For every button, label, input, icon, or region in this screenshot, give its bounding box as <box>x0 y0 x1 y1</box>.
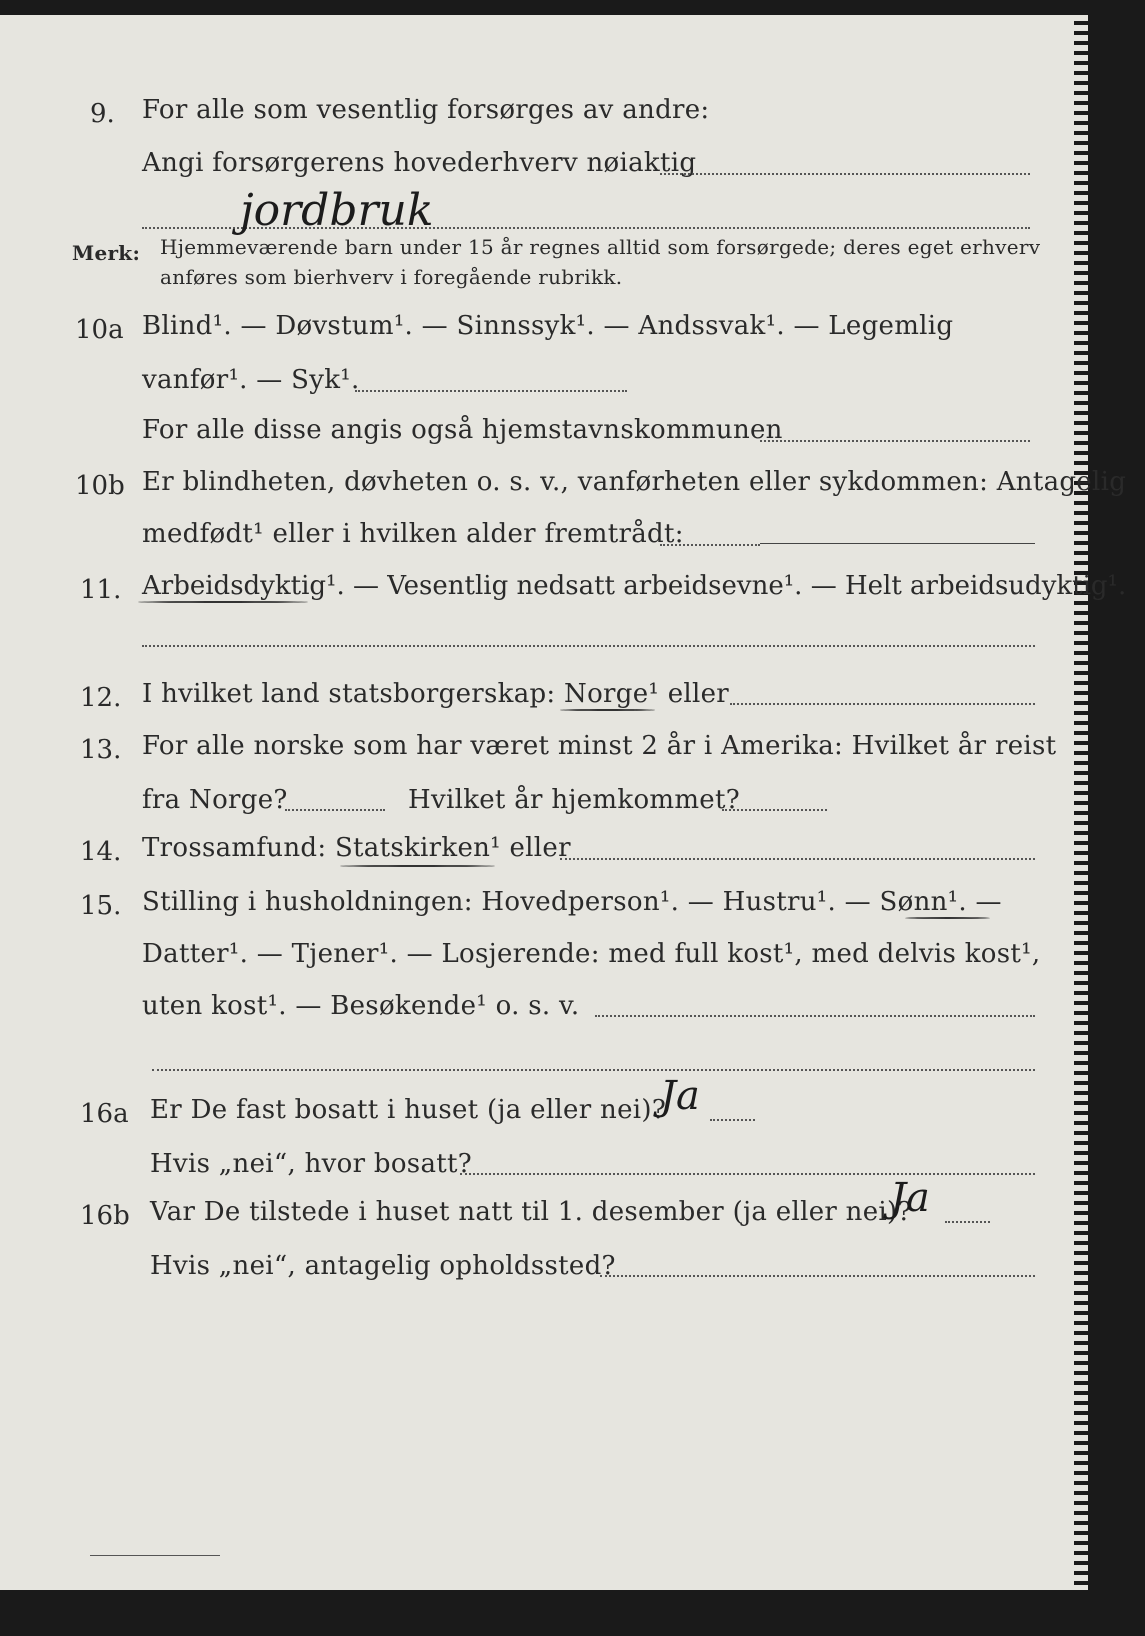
item-15-number: 15. <box>80 891 122 921</box>
answer-line <box>760 543 1035 544</box>
item-10b-line1: Er blindheten, døvheten o. s. v., vanførheten eller sykdommen: Antagelig <box>142 467 1127 497</box>
item-10a-number: 10a <box>75 315 124 345</box>
item-13-line2a: fra Norge? <box>142 785 288 815</box>
item-12-line1: I hvilket land statsborgerskap: Norge¹ eller <box>142 679 730 709</box>
answer-line <box>460 1173 1035 1175</box>
handwritten-occupation: jordbruk <box>240 185 434 236</box>
item-16a-line1: Er De fast bosatt i huset (ja eller nei)? <box>150 1095 667 1125</box>
item-13-line2b: Hvilket år hjemkommet? <box>408 785 740 815</box>
answer-line <box>660 544 760 546</box>
note-label: Merk: <box>72 241 141 265</box>
answer-line <box>730 703 1035 705</box>
item-15-line3: uten kost¹. — Besøkende¹ o. s. v. <box>142 991 580 1021</box>
torn-edge <box>1074 15 1088 1590</box>
item-12-number: 12. <box>80 683 122 713</box>
item-16a-line2: Hvis „nei“, hvor bosatt? <box>150 1149 472 1179</box>
answer-line <box>152 1069 1035 1071</box>
answer-line <box>710 1119 755 1121</box>
answer-line <box>560 858 1035 860</box>
handwritten-underline <box>340 865 495 867</box>
note-line2: anføres som bierhverv i foregående rubrikk. <box>160 265 623 289</box>
item-14-number: 14. <box>80 837 122 867</box>
item-13-number: 13. <box>80 735 122 765</box>
answer-line <box>595 1015 1035 1017</box>
item-9-number: 9. <box>90 99 115 129</box>
answer-line <box>660 173 1030 175</box>
answer-line <box>600 1275 1035 1277</box>
item-10a-line1: Blind¹. — Døvstum¹. — Sinnssyk¹. — Andssvak¹. — Legemlig <box>142 311 954 341</box>
item-16a-number: 16a <box>80 1099 129 1129</box>
handwritten-answer-16b: Ja <box>890 1175 930 1221</box>
handwritten-underline <box>138 601 308 603</box>
answer-line <box>722 809 827 811</box>
item-11-line1: Arbeidsdyktig¹. — Vesentlig nedsatt arbeidsevne¹. — Helt arbeidsudyktig¹. <box>142 571 1127 601</box>
item-13-line1: For alle norske som har været minst 2 år i Amerika: Hvilket år reist <box>142 731 1057 761</box>
handwritten-underline <box>905 917 990 919</box>
item-11-number: 11. <box>80 575 122 605</box>
bottom-mark <box>90 1555 220 1556</box>
item-15-line1: Stilling i husholdningen: Hovedperson¹. — Hustru¹. — Sønn¹. — <box>142 887 1002 917</box>
handwritten-underline <box>560 709 655 711</box>
item-16b-line2: Hvis „nei“, antagelig opholdssted? <box>150 1251 616 1281</box>
item-10b-number: 10b <box>75 471 125 501</box>
item-16b-line1: Var De tilstede i huset natt til 1. desember (ja eller nei)? <box>150 1197 912 1227</box>
item-10a-line3: For alle disse angis også hjemstavnskommunen <box>142 415 783 445</box>
item-15-line2: Datter¹. — Tjener¹. — Losjerende: med full kost¹, med delvis kost¹, <box>142 939 1041 969</box>
handwritten-answer-16a: Ja <box>660 1073 700 1119</box>
item-10b-line2: medfødt¹ eller i hvilken alder fremtrådt: <box>142 519 684 549</box>
answer-line <box>355 390 627 392</box>
census-form-page <box>0 15 1127 1590</box>
item-9-line2: Angi forsørgerens hovederhverv nøiaktig <box>142 148 697 178</box>
note-line1: Hjemmeværende barn under 15 år regnes alltid som forsørgede; deres eget erhverv <box>160 235 1041 259</box>
answer-line <box>285 809 385 811</box>
item-14-line1: Trossamfund: Statskirken¹ eller <box>142 833 571 863</box>
item-9-line1: For alle som vesentlig forsørges av andre: <box>142 95 710 125</box>
answer-line <box>945 1221 990 1223</box>
answer-line <box>142 645 1035 647</box>
item-10a-line2: vanfør¹. — Syk¹. <box>142 365 360 395</box>
item-16b-number: 16b <box>80 1201 130 1231</box>
answer-line <box>760 440 1030 442</box>
